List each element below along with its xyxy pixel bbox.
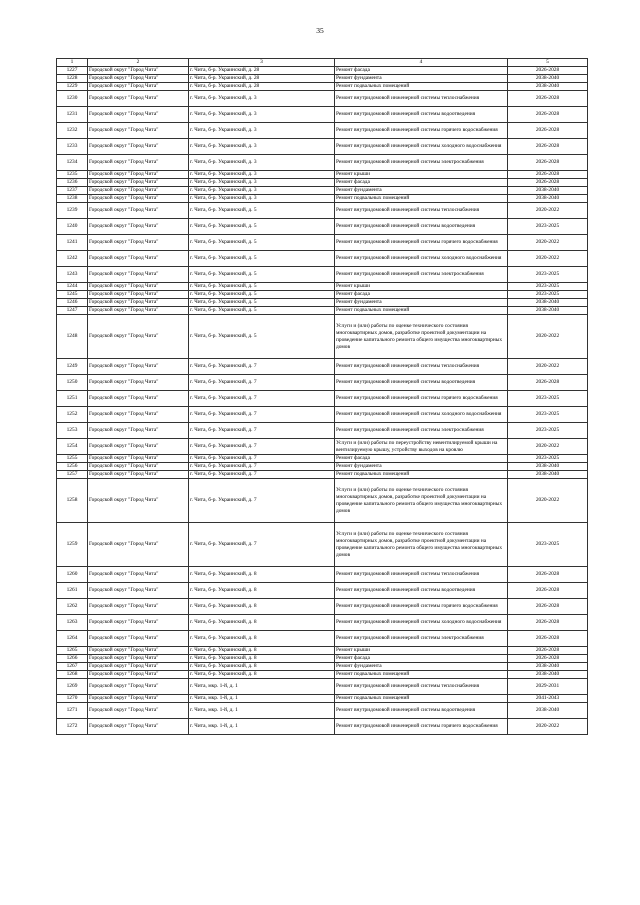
- municipality-cell: Городской округ "Город Чита": [88, 187, 189, 195]
- table-row: [57, 647, 588, 655]
- address-cell: г. Чита, б-р. Украинский, д. 8: [189, 599, 335, 615]
- table-row: [57, 195, 588, 203]
- row-number-cell: 1257: [57, 471, 88, 479]
- table-row: [57, 407, 588, 423]
- address-cell: г. Чита, мкр. 1-й, д. 1: [189, 695, 335, 703]
- municipality-cell: Городской округ "Город Чита": [88, 463, 189, 471]
- municipality-cell: Городской округ "Город Чита": [88, 391, 189, 407]
- row-number-cell: 1264: [57, 631, 88, 647]
- capital-repair-table: [56, 58, 588, 735]
- work-type-cell: Ремонт крыши: [335, 283, 508, 291]
- address-cell: г. Чита, б-р. Украинский, д. 3: [189, 123, 335, 139]
- row-number-cell: 1232: [57, 123, 88, 139]
- row-number-cell: 1246: [57, 299, 88, 307]
- row-number-cell: 1272: [57, 719, 88, 735]
- period-cell: 2020-2022: [508, 203, 588, 219]
- row-number-cell: 1250: [57, 375, 88, 391]
- table-row: [57, 391, 588, 407]
- address-cell: г. Чита, б-р. Украинский, д. 7: [189, 375, 335, 391]
- work-type-cell: Ремонт фундамента: [335, 463, 508, 471]
- row-number-cell: 1266: [57, 655, 88, 663]
- work-type-cell: Услуги и (или) работы по переустройству невентилируемой крыши на вентилируемую крышу, устройству выходов на кровлю: [335, 439, 508, 455]
- period-cell: 2026-2028: [508, 567, 588, 583]
- period-cell: 2038-2040: [508, 463, 588, 471]
- period-cell: 2038-2040: [508, 187, 588, 195]
- address-cell: г. Чита, б-р. Украинский, д. 28: [189, 83, 335, 91]
- address-cell: г. Чита, б-р. Украинский, д. 3: [189, 187, 335, 195]
- period-cell: 2023-2025: [508, 219, 588, 235]
- period-cell: 2020-2022: [508, 479, 588, 523]
- work-type-cell: Ремонт внутридомовой инженерной системы теплоснабжения: [335, 567, 508, 583]
- municipality-cell: Городской округ "Город Чита": [88, 479, 189, 523]
- row-number-cell: 1260: [57, 567, 88, 583]
- work-type-cell: Ремонт подвальных помещений: [335, 471, 508, 479]
- municipality-cell: Городской округ "Город Чита": [88, 107, 189, 123]
- work-type-cell: Ремонт фундамента: [335, 75, 508, 83]
- column-header: 5: [508, 59, 588, 67]
- table-row: [57, 315, 588, 359]
- address-cell: г. Чита, б-р. Украинский, д. 8: [189, 615, 335, 631]
- municipality-cell: Городской округ "Город Чита": [88, 647, 189, 655]
- row-number-cell: 1263: [57, 615, 88, 631]
- period-cell: 2020-2022: [508, 439, 588, 455]
- municipality-cell: Городской округ "Город Чита": [88, 567, 189, 583]
- row-number-cell: 1265: [57, 647, 88, 655]
- table-row: [57, 523, 588, 567]
- municipality-cell: Городской округ "Город Чита": [88, 679, 189, 695]
- address-cell: г. Чита, б-р. Украинский, д. 8: [189, 663, 335, 671]
- work-type-cell: Ремонт подвальных помещений: [335, 83, 508, 91]
- address-cell: г. Чита, мкр. 1-й, д. 1: [189, 703, 335, 719]
- work-type-cell: Ремонт внутридомовой инженерной системы горячего водоснабжения: [335, 123, 508, 139]
- period-cell: 2038-2040: [508, 471, 588, 479]
- municipality-cell: Городской округ "Город Чита": [88, 439, 189, 455]
- row-number-cell: 1255: [57, 455, 88, 463]
- row-number-cell: 1247: [57, 307, 88, 315]
- municipality-cell: Городской округ "Город Чита": [88, 179, 189, 187]
- address-cell: г. Чита, б-р. Украинский, д. 3: [189, 195, 335, 203]
- work-type-cell: Ремонт внутридомовой инженерной системы электроснабжения: [335, 267, 508, 283]
- table-row: [57, 171, 588, 179]
- period-cell: 2026-2028: [508, 647, 588, 655]
- municipality-cell: Городской округ "Город Чита": [88, 235, 189, 251]
- address-cell: г. Чита, б-р. Украинский, д. 3: [189, 91, 335, 107]
- table-row: [57, 155, 588, 171]
- address-cell: г. Чита, б-р. Украинский, д. 3: [189, 155, 335, 171]
- work-type-cell: Ремонт фасада: [335, 455, 508, 463]
- address-cell: г. Чита, б-р. Украинский, д. 5: [189, 203, 335, 219]
- work-type-cell: Ремонт внутридомовой инженерной системы горячего водоснабжения: [335, 235, 508, 251]
- work-type-cell: Ремонт подвальных помещений: [335, 695, 508, 703]
- address-cell: г. Чита, б-р. Украинский, д. 7: [189, 359, 335, 375]
- row-number-cell: 1240: [57, 219, 88, 235]
- table-row: [57, 679, 588, 695]
- row-number-cell: 1241: [57, 235, 88, 251]
- work-type-cell: Ремонт фасада: [335, 67, 508, 75]
- row-number-cell: 1235: [57, 171, 88, 179]
- period-cell: 2038-2040: [508, 671, 588, 679]
- period-cell: 2023-2025: [508, 283, 588, 291]
- row-number-cell: 1234: [57, 155, 88, 171]
- row-number-cell: 1256: [57, 463, 88, 471]
- row-number-cell: 1237: [57, 187, 88, 195]
- period-cell: 2038-2040: [508, 703, 588, 719]
- work-type-cell: Ремонт внутридомовой инженерной системы теплоснабжения: [335, 359, 508, 375]
- work-type-cell: Ремонт внутридомовой инженерной системы горячего водоснабжения: [335, 719, 508, 735]
- table-row: [57, 91, 588, 107]
- address-cell: г. Чита, б-р. Украинский, д. 7: [189, 455, 335, 463]
- period-cell: 2020-2022: [508, 251, 588, 267]
- address-cell: г. Чита, б-р. Украинский, д. 5: [189, 299, 335, 307]
- municipality-cell: Городской округ "Город Чита": [88, 407, 189, 423]
- period-cell: 2020-2022: [508, 359, 588, 375]
- work-type-cell: Ремонт фасада: [335, 179, 508, 187]
- work-type-cell: Ремонт внутридомовой инженерной системы теплоснабжения: [335, 203, 508, 219]
- row-number-cell: 1229: [57, 83, 88, 91]
- table-row: [57, 631, 588, 647]
- municipality-cell: Городской округ "Город Чита": [88, 423, 189, 439]
- period-cell: 2038-2040: [508, 83, 588, 91]
- table-row: [57, 235, 588, 251]
- municipality-cell: Городской округ "Город Чита": [88, 719, 189, 735]
- address-cell: г. Чита, мкр. 1-й, д. 1: [189, 719, 335, 735]
- period-cell: 2023-2025: [508, 455, 588, 463]
- address-cell: г. Чита, б-р. Украинский, д. 5: [189, 251, 335, 267]
- table-row: [57, 123, 588, 139]
- address-cell: г. Чита, б-р. Украинский, д. 8: [189, 631, 335, 647]
- municipality-cell: Городской округ "Город Чита": [88, 299, 189, 307]
- period-cell: 2029-2031: [508, 679, 588, 695]
- period-cell: 2020-2022: [508, 315, 588, 359]
- table-row: [57, 463, 588, 471]
- row-number-cell: 1251: [57, 391, 88, 407]
- work-type-cell: Ремонт внутридомовой инженерной системы электроснабжения: [335, 631, 508, 647]
- work-type-cell: Ремонт фундамента: [335, 187, 508, 195]
- work-type-cell: Ремонт крыши: [335, 171, 508, 179]
- period-cell: 2026-2028: [508, 155, 588, 171]
- work-type-cell: Ремонт подвальных помещений: [335, 195, 508, 203]
- address-cell: г. Чита, б-р. Украинский, д. 28: [189, 75, 335, 83]
- period-cell: 2038-2040: [508, 307, 588, 315]
- row-number-cell: 1227: [57, 67, 88, 75]
- municipality-cell: Городской округ "Город Чита": [88, 703, 189, 719]
- work-type-cell: Ремонт фасада: [335, 655, 508, 663]
- period-cell: 2023-2025: [508, 267, 588, 283]
- row-number-cell: 1228: [57, 75, 88, 83]
- row-number-cell: 1267: [57, 663, 88, 671]
- municipality-cell: Городской округ "Город Чита": [88, 75, 189, 83]
- page-number: 35: [316, 26, 324, 35]
- table-row: [57, 267, 588, 283]
- table-row: [57, 67, 588, 75]
- municipality-cell: Городской округ "Город Чита": [88, 615, 189, 631]
- municipality-cell: Городской округ "Город Чита": [88, 359, 189, 375]
- period-cell: 2026-2028: [508, 375, 588, 391]
- row-number-cell: 1231: [57, 107, 88, 123]
- work-type-cell: Ремонт внутридомовой инженерной системы горячего водоснабжения: [335, 391, 508, 407]
- column-header: 3: [189, 59, 335, 67]
- address-cell: г. Чита, б-р. Украинский, д. 3: [189, 139, 335, 155]
- municipality-cell: Городской округ "Город Чита": [88, 523, 189, 567]
- period-cell: 2023-2025: [508, 423, 588, 439]
- municipality-cell: Городской округ "Город Чита": [88, 139, 189, 155]
- address-cell: г. Чита, б-р. Украинский, д. 7: [189, 479, 335, 523]
- address-cell: г. Чита, б-р. Украинский, д. 8: [189, 671, 335, 679]
- table-row: [57, 187, 588, 195]
- table-row: [57, 219, 588, 235]
- address-cell: г. Чита, б-р. Украинский, д. 5: [189, 267, 335, 283]
- table-row: [57, 703, 588, 719]
- period-cell: 2038-2040: [508, 75, 588, 83]
- period-cell: 2041-2043: [508, 695, 588, 703]
- municipality-cell: Городской округ "Город Чита": [88, 267, 189, 283]
- period-cell: 2023-2025: [508, 291, 588, 299]
- municipality-cell: Городской округ "Город Чита": [88, 155, 189, 171]
- municipality-cell: Городской округ "Город Чита": [88, 631, 189, 647]
- row-number-cell: 1259: [57, 523, 88, 567]
- period-cell: 2026-2028: [508, 171, 588, 179]
- table-row: [57, 671, 588, 679]
- column-header: 4: [335, 59, 508, 67]
- table-row: [57, 203, 588, 219]
- table-row: [57, 283, 588, 291]
- work-type-cell: Ремонт внутридомовой инженерной системы электроснабжения: [335, 155, 508, 171]
- address-cell: г. Чита, б-р. Украинский, д. 8: [189, 655, 335, 663]
- work-type-cell: Ремонт внутридомовой инженерной системы холодного водоснабжения: [335, 407, 508, 423]
- municipality-cell: Городской округ "Город Чита": [88, 375, 189, 391]
- work-type-cell: Ремонт внутридомовой инженерной системы холодного водоснабжения: [335, 139, 508, 155]
- row-number-cell: 1243: [57, 267, 88, 283]
- municipality-cell: Городской округ "Город Чита": [88, 315, 189, 359]
- period-cell: 2026-2028: [508, 67, 588, 75]
- period-cell: 2023-2025: [508, 391, 588, 407]
- work-type-cell: Ремонт внутридомовой инженерной системы водоотведения: [335, 375, 508, 391]
- address-cell: г. Чита, б-р. Украинский, д. 8: [189, 647, 335, 655]
- period-cell: 2026-2028: [508, 179, 588, 187]
- row-number-cell: 1242: [57, 251, 88, 267]
- table-row: [57, 615, 588, 631]
- period-cell: 2038-2040: [508, 299, 588, 307]
- table-row: [57, 479, 588, 523]
- row-number-cell: 1254: [57, 439, 88, 455]
- table-header-row: [57, 59, 588, 67]
- address-cell: г. Чита, б-р. Украинский, д. 7: [189, 439, 335, 455]
- table-row: [57, 299, 588, 307]
- municipality-cell: Городской округ "Город Чита": [88, 471, 189, 479]
- row-number-cell: 1233: [57, 139, 88, 155]
- period-cell: 2026-2028: [508, 123, 588, 139]
- table-row: [57, 179, 588, 187]
- table-row: [57, 307, 588, 315]
- row-number-cell: 1236: [57, 179, 88, 187]
- municipality-cell: Городской округ "Город Чита": [88, 583, 189, 599]
- table-row: [57, 471, 588, 479]
- municipality-cell: Городской округ "Город Чита": [88, 671, 189, 679]
- municipality-cell: Городской округ "Город Чита": [88, 455, 189, 463]
- period-cell: 2026-2028: [508, 655, 588, 663]
- work-type-cell: Ремонт крыши: [335, 647, 508, 655]
- table-row: [57, 83, 588, 91]
- row-number-cell: 1258: [57, 479, 88, 523]
- municipality-cell: Городской округ "Город Чита": [88, 307, 189, 315]
- table-row: [57, 583, 588, 599]
- period-cell: 2020-2022: [508, 235, 588, 251]
- address-cell: г. Чита, б-р. Украинский, д. 3: [189, 171, 335, 179]
- municipality-cell: Городской округ "Город Чита": [88, 599, 189, 615]
- row-number-cell: 1249: [57, 359, 88, 375]
- row-number-cell: 1271: [57, 703, 88, 719]
- period-cell: 2038-2040: [508, 195, 588, 203]
- table-row: [57, 139, 588, 155]
- address-cell: г. Чита, б-р. Украинский, д. 8: [189, 583, 335, 599]
- table-row: [57, 359, 588, 375]
- table-row: [57, 423, 588, 439]
- period-cell: 2026-2028: [508, 91, 588, 107]
- municipality-cell: Городской округ "Город Чита": [88, 67, 189, 75]
- period-cell: 2026-2028: [508, 583, 588, 599]
- work-type-cell: Ремонт внутридомовой инженерной системы холодного водоснабжения: [335, 615, 508, 631]
- municipality-cell: Городской округ "Город Чита": [88, 171, 189, 179]
- period-cell: 2026-2028: [508, 107, 588, 123]
- work-type-cell: Услуги и (или) работы по оценке технического состояния многоквартирных домов, разработке проектной документации на проведение капитального ремонта общего имущества многоквартирных домов: [335, 479, 508, 523]
- address-cell: г. Чита, б-р. Украинский, д. 5: [189, 219, 335, 235]
- work-type-cell: Ремонт внутридомовой инженерной системы водоотведения: [335, 703, 508, 719]
- table-row: [57, 567, 588, 583]
- table-row: [57, 375, 588, 391]
- row-number-cell: 1230: [57, 91, 88, 107]
- table-row: [57, 655, 588, 663]
- address-cell: г. Чита, б-р. Украинский, д. 5: [189, 315, 335, 359]
- row-number-cell: 1269: [57, 679, 88, 695]
- work-type-cell: Ремонт фундамента: [335, 663, 508, 671]
- municipality-cell: Городской округ "Город Чита": [88, 283, 189, 291]
- municipality-cell: Городской округ "Город Чита": [88, 203, 189, 219]
- period-cell: 2038-2040: [508, 663, 588, 671]
- period-cell: 2020-2022: [508, 719, 588, 735]
- table-row: [57, 455, 588, 463]
- address-cell: г. Чита, б-р. Украинский, д. 7: [189, 471, 335, 479]
- address-cell: г. Чита, б-р. Украинский, д. 3: [189, 179, 335, 187]
- work-type-cell: Ремонт внутридомовой инженерной системы водоотведения: [335, 583, 508, 599]
- work-type-cell: Ремонт подвальных помещений: [335, 307, 508, 315]
- work-type-cell: Ремонт внутридомовой инженерной системы электроснабжения: [335, 423, 508, 439]
- municipality-cell: Городской округ "Город Чита": [88, 83, 189, 91]
- table-row: [57, 251, 588, 267]
- table-body: [57, 59, 588, 735]
- work-type-cell: Ремонт подвальных помещений: [335, 671, 508, 679]
- municipality-cell: Городской округ "Город Чита": [88, 91, 189, 107]
- row-number-cell: 1239: [57, 203, 88, 219]
- row-number-cell: 1248: [57, 315, 88, 359]
- row-number-cell: 1261: [57, 583, 88, 599]
- row-number-cell: 1252: [57, 407, 88, 423]
- address-cell: г. Чита, б-р. Украинский, д. 28: [189, 67, 335, 75]
- municipality-cell: Городской округ "Город Чита": [88, 695, 189, 703]
- address-cell: г. Чита, б-р. Украинский, д. 7: [189, 391, 335, 407]
- municipality-cell: Городской округ "Город Чита": [88, 219, 189, 235]
- address-cell: г. Чита, б-р. Украинский, д. 3: [189, 107, 335, 123]
- municipality-cell: Городской округ "Город Чита": [88, 291, 189, 299]
- table-row: [57, 439, 588, 455]
- municipality-cell: Городской округ "Город Чита": [88, 663, 189, 671]
- row-number-cell: 1268: [57, 671, 88, 679]
- table-row: [57, 719, 588, 735]
- municipality-cell: Городской округ "Город Чита": [88, 195, 189, 203]
- address-cell: г. Чита, б-р. Украинский, д. 7: [189, 423, 335, 439]
- period-cell: 2026-2028: [508, 599, 588, 615]
- work-type-cell: Ремонт внутридомовой инженерной системы горячего водоснабжения: [335, 599, 508, 615]
- work-type-cell: Ремонт фундамента: [335, 299, 508, 307]
- row-number-cell: 1238: [57, 195, 88, 203]
- address-cell: г. Чита, б-р. Украинский, д. 5: [189, 283, 335, 291]
- period-cell: 2023-2025: [508, 407, 588, 423]
- period-cell: 2026-2028: [508, 139, 588, 155]
- work-type-cell: Ремонт внутридомовой инженерной системы водоотведения: [335, 219, 508, 235]
- period-cell: 2026-2028: [508, 631, 588, 647]
- work-type-cell: Услуги и (или) работы по оценке технического состояния многоквартирных домов, разработке проектной документации на проведение капитального ремонта общего имущества многоквартирных домов: [335, 523, 508, 567]
- row-number-cell: 1245: [57, 291, 88, 299]
- work-type-cell: Ремонт внутридомовой инженерной системы теплоснабжения: [335, 679, 508, 695]
- table-row: [57, 107, 588, 123]
- work-type-cell: Ремонт внутридомовой инженерной системы теплоснабжения: [335, 91, 508, 107]
- address-cell: г. Чита, б-р. Украинский, д. 7: [189, 463, 335, 471]
- address-cell: г. Чита, б-р. Украинский, д. 7: [189, 523, 335, 567]
- table-row: [57, 599, 588, 615]
- municipality-cell: Городской округ "Город Чита": [88, 251, 189, 267]
- address-cell: г. Чита, б-р. Украинский, д. 5: [189, 235, 335, 251]
- work-type-cell: Ремонт внутридомовой инженерной системы водоотведения: [335, 107, 508, 123]
- municipality-cell: Городской округ "Город Чита": [88, 123, 189, 139]
- row-number-cell: 1262: [57, 599, 88, 615]
- table-row: [57, 291, 588, 299]
- row-number-cell: 1270: [57, 695, 88, 703]
- period-cell: 2026-2028: [508, 615, 588, 631]
- work-type-cell: Ремонт внутридомовой инженерной системы холодного водоснабжения: [335, 251, 508, 267]
- address-cell: г. Чита, б-р. Украинский, д. 7: [189, 407, 335, 423]
- work-type-cell: Услуги и (или) работы по оценке технического состояния многоквартирных домов, разработке проектной документации на проведение капитального ремонта общего имущества многоквартирных домов: [335, 315, 508, 359]
- column-header: 1: [57, 59, 88, 67]
- municipality-cell: Городской округ "Город Чита": [88, 655, 189, 663]
- table-row: [57, 663, 588, 671]
- row-number-cell: 1244: [57, 283, 88, 291]
- address-cell: г. Чита, б-р. Украинский, д. 5: [189, 307, 335, 315]
- row-number-cell: 1253: [57, 423, 88, 439]
- address-cell: г. Чита, б-р. Украинский, д. 8: [189, 567, 335, 583]
- period-cell: 2023-2025: [508, 523, 588, 567]
- address-cell: г. Чита, б-р. Украинский, д. 5: [189, 291, 335, 299]
- table-row: [57, 75, 588, 83]
- table-row: [57, 695, 588, 703]
- work-type-cell: Ремонт фасада: [335, 291, 508, 299]
- address-cell: г. Чита, мкр. 1-й, д. 1: [189, 679, 335, 695]
- column-header: 2: [88, 59, 189, 67]
